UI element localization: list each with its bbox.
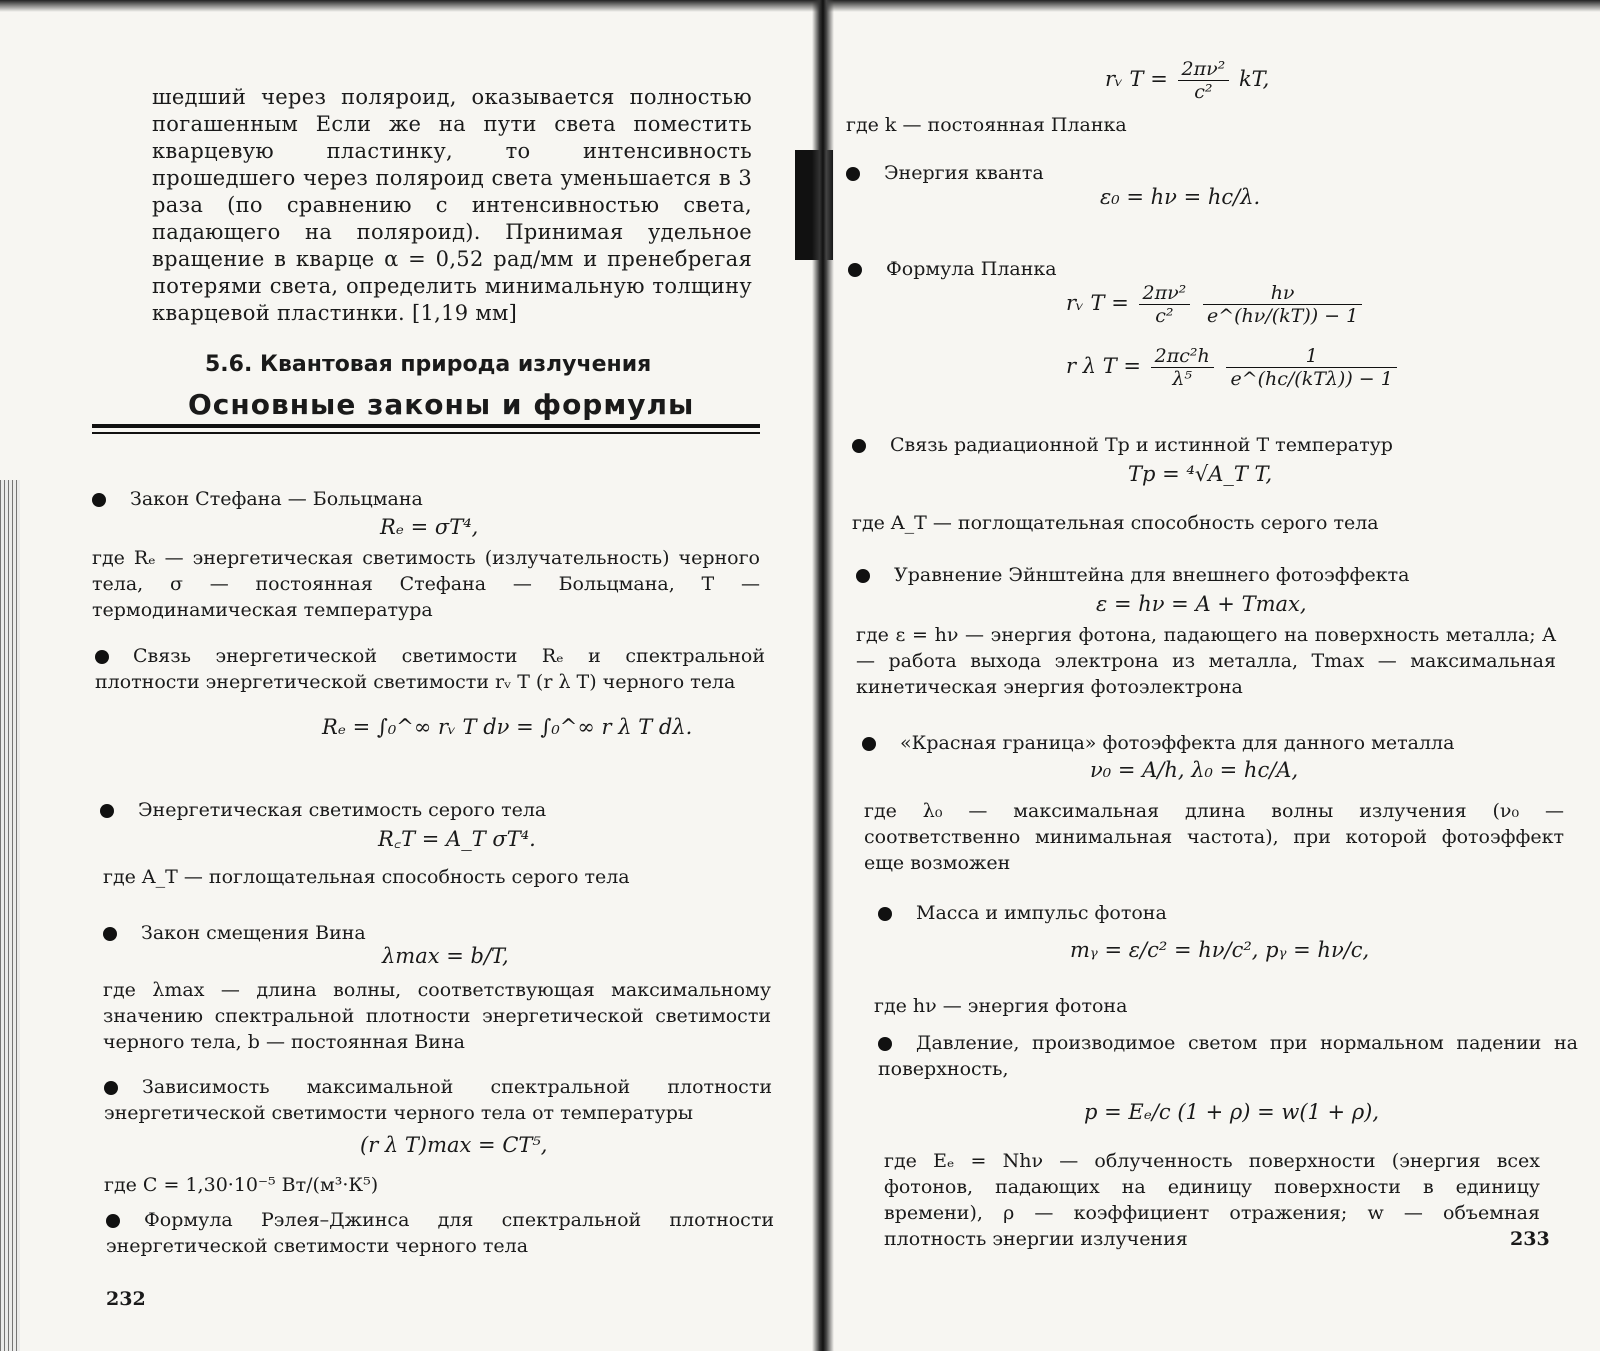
right-page: [820, 0, 1600, 1351]
planck-2-num1: 2πc²h: [1151, 345, 1214, 368]
mass-item: [878, 900, 1578, 926]
wien-item: [103, 920, 773, 946]
rayleigh-item: [106, 1207, 774, 1259]
heading-rule: [92, 424, 760, 428]
planck-2-frac-a: [1151, 345, 1214, 390]
red-limit-formula: ν₀ = A/h, λ₀ = hc/A,: [1090, 758, 1299, 782]
relation-formula: Rₑ = ∫₀^∞ rᵥ T dν = ∫₀^∞ r λ T dλ.: [322, 715, 693, 739]
radiation-formula: Tр = ⁴√A_T T,: [1128, 462, 1273, 486]
grey-title: Энергетическая светимость серого тела: [138, 799, 547, 821]
stefan-item: [92, 486, 762, 512]
rayleigh-den: c²: [1194, 81, 1213, 103]
bullet-icon: [846, 167, 860, 181]
section-heading: Основные законы и формулы: [188, 388, 695, 421]
relation-text: Связь энергетической светимости Rₑ и спектральной плотности энергетической светимости rᵥ T (r λ T) черного тела: [95, 645, 765, 693]
red-limit-item: [862, 730, 1562, 756]
planck-2-den2: e^(hc/(kTλ)) − 1: [1230, 368, 1393, 390]
pressure-item: [878, 1030, 1578, 1082]
bullet-icon: [848, 263, 862, 277]
bullet-icon: [104, 1081, 118, 1095]
bullet-icon: [856, 569, 870, 583]
grey-formula: R꜀T = A_T σT⁴.: [378, 827, 536, 851]
einstein-formula: ε = hν = A + Tmax,: [1096, 592, 1307, 616]
einstein-text: где ε = hν — энергия фотона, падающего на поверхность металла; A — работа выхода электрона из металла, Tmax — максимальная кинетическая энергия фотоэлектрона: [856, 624, 1556, 698]
stefan-title: Закон Стефана — Больцмана: [130, 488, 423, 510]
rayleigh-text: Формула Рэлея–Джинса для спектральной плотности энергетической светимости черного тела: [106, 1209, 774, 1257]
planck-1-num2: hν: [1203, 282, 1362, 305]
planck-2-frac-b: [1226, 345, 1396, 390]
quantum-formula: ε₀ = hν = hc/λ.: [1100, 185, 1261, 209]
pressure-title: Давление, производимое светом при нормальном падении на поверхность,: [878, 1032, 1578, 1080]
planck-title: Формула Планка: [886, 258, 1057, 280]
relation-item: [95, 643, 765, 695]
planck-formula-2: [1066, 345, 1400, 390]
stefan-formula: Rₑ = σT⁴,: [380, 515, 479, 539]
grey-item: [100, 797, 770, 823]
einstein-item: [856, 562, 1556, 588]
mass-formula: mᵧ = ε/c² = hν/c², pᵧ = hν/c,: [1070, 938, 1370, 962]
quantum-item: [846, 160, 1546, 186]
bullet-icon: [878, 1037, 892, 1051]
rayleigh-num: 2πν²: [1178, 58, 1230, 81]
planck-2-num2: 1: [1226, 345, 1396, 368]
red-limit-title: «Красная граница» фотоэффекта для данного металла: [900, 732, 1455, 754]
page-number-left: 232: [106, 1288, 146, 1310]
bullet-icon: [852, 439, 866, 453]
planck-2-den1: λ⁵: [1172, 368, 1193, 390]
dependence-formula: (r λ T)max = CT⁵,: [360, 1133, 548, 1157]
mass-title: Масса и импульс фотона: [916, 902, 1167, 924]
stefan-text: где Rₑ — энергетическая светимость (излучательность) черного тела, σ — постоянная Стефана — Больцмана, T — термодинамическая температура: [92, 547, 760, 621]
dependence-item: [104, 1074, 772, 1126]
bullet-icon: [103, 927, 117, 941]
bullet-icon: [100, 804, 114, 818]
dependence-text: Зависимость максимальной спектральной плотности энергетической светимости черного тела от температуры: [104, 1076, 772, 1124]
red-limit-text: где λ₀ — максимальная длина волны излучения (ν₀ — соответственно минимальная частота), при которой фотоэффект еще возможен: [864, 800, 1564, 874]
rayleigh-formula: [1105, 58, 1269, 103]
wien-title: Закон смещения Вина: [141, 922, 366, 944]
bullet-icon: [92, 493, 106, 507]
radiation-text: где A_T — поглощательная способность серого тела: [852, 512, 1379, 534]
bullet-icon: [862, 737, 876, 751]
pressure-text: где Eₑ = Nhν — облученность поверхности (энергия всех фотонов, падающих на единицу поверхности в единицу времени), ρ — коэффициент отражения; w — объемная плотность энергии излучения: [884, 1150, 1540, 1250]
planck-1-lhs: rᵥ T =: [1066, 291, 1129, 315]
radiation-title: Связь радиационной Tр и истинной T температур: [890, 434, 1393, 456]
planck-1-frac-a: [1139, 282, 1191, 327]
wien-text: где λmax — длина волны, соответствующая максимальному значению спектральной плотности энергетической светимости черного тела, b — постоянная Вина: [103, 979, 771, 1053]
planck-1-den1: c²: [1155, 305, 1174, 327]
radiation-item: [852, 432, 1552, 458]
planck-item: [848, 256, 1548, 282]
rayleigh-formula-tail: kT,: [1238, 67, 1270, 91]
grey-text: где A_T — поглощательная способность серого тела: [103, 866, 630, 888]
rayleigh-formula-lhs: rᵥ T =: [1105, 67, 1168, 91]
wien-formula: λmax = b/T,: [382, 944, 509, 968]
planck-const-text: где k — постоянная Планка: [846, 114, 1127, 136]
bullet-icon: [95, 650, 109, 664]
dependence-const: где C = 1,30·10⁻⁵ Вт/(м³·К⁵): [104, 1174, 379, 1196]
pressure-formula: p = Eₑ/c (1 + ρ) = w(1 + ρ),: [1084, 1100, 1380, 1124]
section-title: 5.6. Квантовая природа излучения: [205, 352, 652, 377]
page-number-right: 233: [1510, 1228, 1550, 1250]
heading-rule-thin: [92, 432, 760, 434]
planck-formula-1: [1066, 282, 1365, 327]
bullet-icon: [106, 1214, 120, 1228]
rayleigh-fraction: [1178, 58, 1230, 103]
einstein-title: Уравнение Эйнштейна для внешнего фотоэффекта: [894, 564, 1410, 586]
planck-1-num1: 2πν²: [1139, 282, 1191, 305]
intro-paragraph: шедший через поляроид, оказывается полностью погашенным Если же на пути света поместить кварцевую пластинку, то интенсивность прошедшего через поляроид света уменьшается в 3 раза (по сравнению с интенсивностью света, падающего на поляроид). Принимая удельное вращение в кварце α = 0,52 рад/мм и пренебрегая потерями света, определить минимальную толщину кварцевой пластинки. [1,19 мм]: [152, 85, 752, 325]
planck-1-frac-b: [1203, 282, 1362, 327]
mass-text: где hν — энергия фотона: [874, 995, 1128, 1017]
bullet-icon: [878, 907, 892, 921]
planck-1-den2: e^(hν/(kT)) − 1: [1206, 305, 1359, 327]
planck-2-lhs: r λ T =: [1066, 354, 1141, 378]
quantum-title: Энергия кванта: [884, 162, 1044, 184]
